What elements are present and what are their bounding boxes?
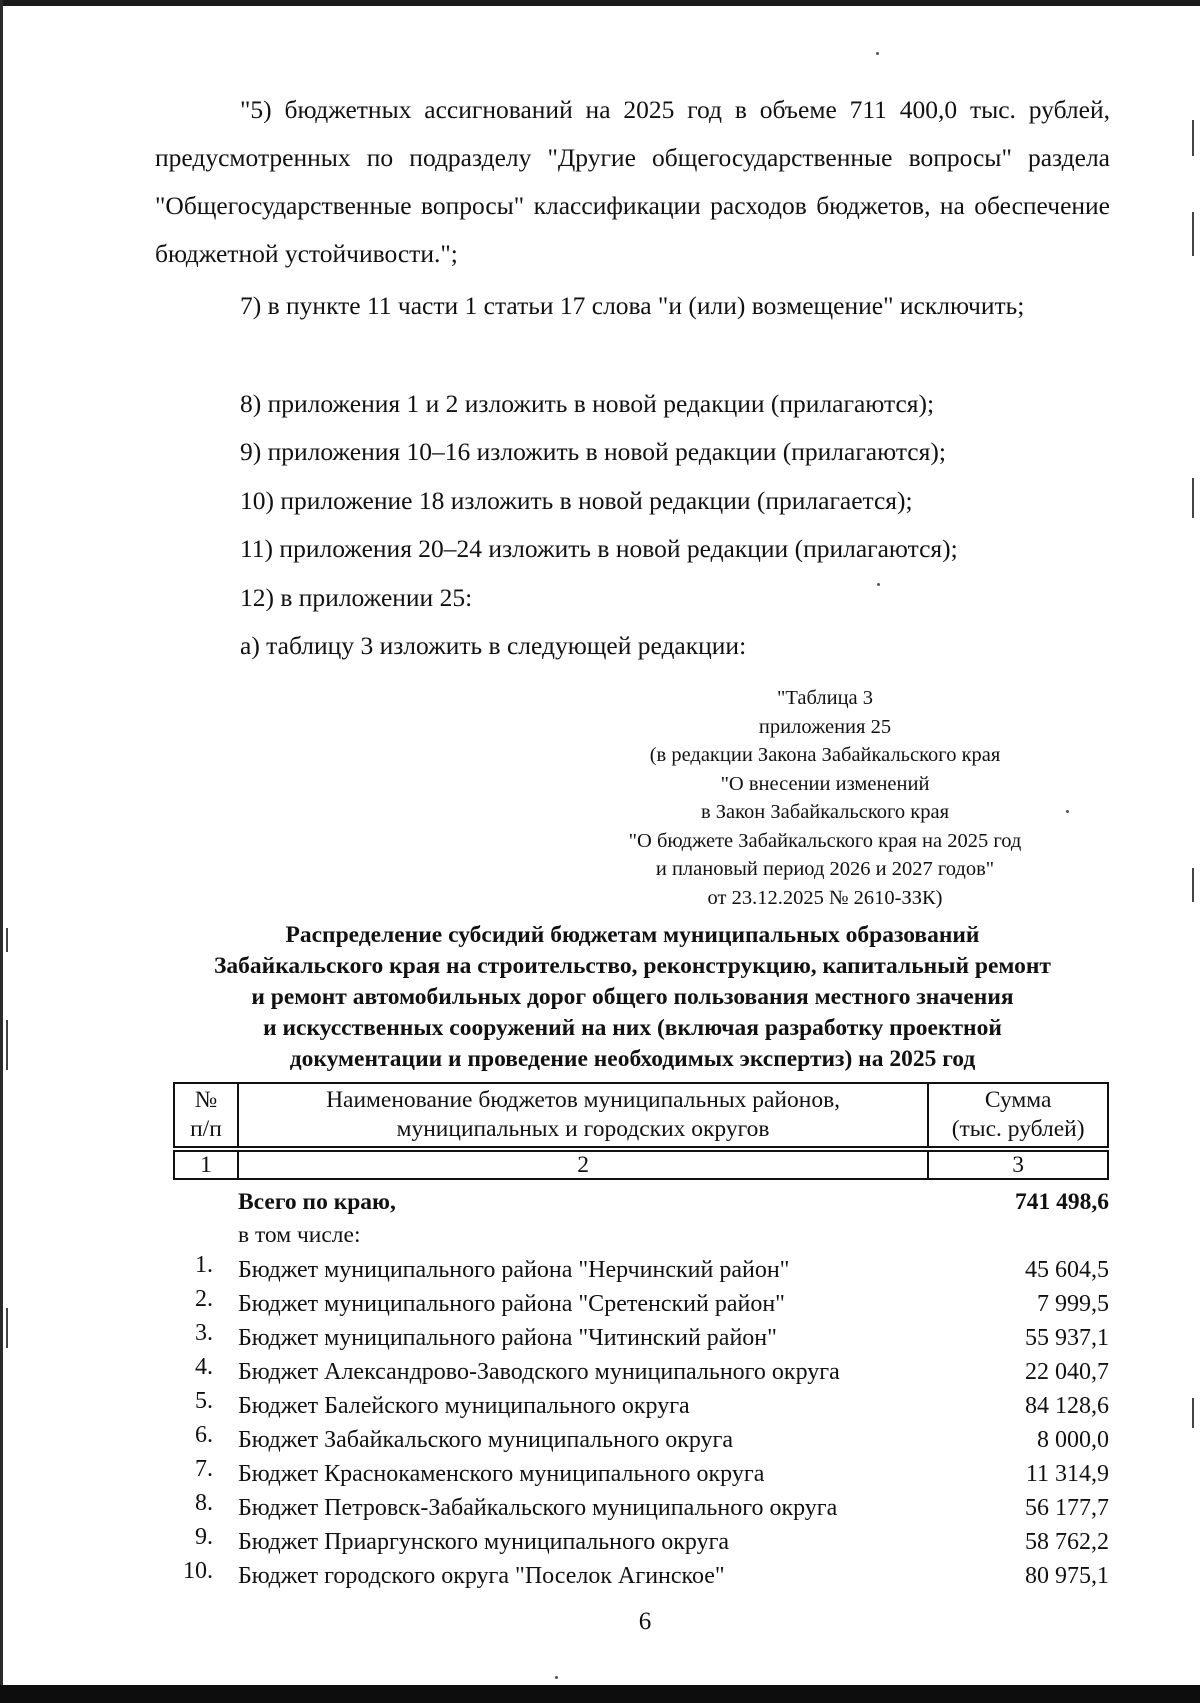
- row-amount: 80 975,1: [1025, 1563, 1109, 1589]
- scan-mark: [1192, 478, 1194, 518]
- column-header-number: [174, 1083, 238, 1147]
- scan-speck: [877, 583, 880, 586]
- column-header-text: муниципальных и городских округов: [396, 1116, 770, 1142]
- scan-mark: [1192, 212, 1194, 256]
- table-body: [173, 1253, 1109, 1593]
- row-name: Бюджет Краснокаменского муниципального округа: [238, 1461, 765, 1487]
- title-line: и искусственных сооружений на них (включая разработку проектной: [263, 1015, 1002, 1041]
- title-line: Распределение субсидий бюджетам муниципальных образований: [285, 922, 980, 948]
- row-number: 1.: [195, 1252, 213, 1278]
- scan-edge-bottom: [0, 1685, 1200, 1703]
- table-row: [173, 1389, 1109, 1423]
- total-label: Всего по краю,: [238, 1189, 396, 1215]
- paragraph-5: "5) бюджетных ассигнований на 2025 год в объеме 711 400,0 тыс. рублей, предусмотренных по подразделу "Другие общегосударственные вопросы" раздела "Общегосударственные вопросы" классификации расходов бюджетов, на обеспечение бюджетной устойчивости.";: [155, 95, 1110, 268]
- row-amount: 58 762,2: [1025, 1529, 1109, 1555]
- column-header-text: Сумма: [984, 1087, 1052, 1113]
- attribution-line: от 23.12.2025 № 2610-ЗЗК): [707, 886, 943, 909]
- attribution-line: и плановый период 2026 и 2027 годов": [655, 858, 995, 880]
- scan-mark: [6, 1020, 8, 1070]
- list-item: 9) приложения 10–16 изложить в новой редакции (прилагаются);: [240, 437, 946, 466]
- scan-edge-top: [0, 0, 1200, 6]
- attribution-line: "О внесении изменений: [720, 772, 930, 795]
- row-number: 10.: [183, 1558, 213, 1584]
- title-line: и ремонт автомобильных дорог общего пользования местного значения: [251, 984, 1014, 1010]
- attribution-line: "Таблица 3: [776, 687, 874, 709]
- table-row: [173, 1253, 1109, 1287]
- total-value: 741 498,6: [1015, 1189, 1109, 1215]
- scan-mark: [6, 1308, 8, 1348]
- table-attribution: [560, 684, 1090, 912]
- row-amount: 22 040,7: [1025, 1359, 1109, 1385]
- column-index: 3: [928, 1151, 1108, 1179]
- table-row: [173, 1355, 1109, 1389]
- table-row: [173, 1491, 1109, 1525]
- scan-mark: [1192, 1398, 1194, 1428]
- table-row: [173, 1287, 1109, 1321]
- row-name: Бюджет муниципального района "Читинский район": [238, 1325, 777, 1351]
- row-amount: 56 177,7: [1025, 1495, 1109, 1521]
- table-row: [173, 1423, 1109, 1457]
- row-name: Бюджет городского округа "Поселок Агинское": [238, 1563, 725, 1589]
- list-item: 12) в приложении 25:: [240, 583, 473, 612]
- table-header: [173, 1082, 1109, 1180]
- row-name: Бюджет муниципального района "Сретенский район": [238, 1291, 785, 1317]
- attribution-line: в Закон Забайкальского края: [700, 801, 950, 823]
- list-item: 11) приложения 20–24 изложить в новой редакции (прилагаются);: [240, 534, 958, 563]
- table-title: [155, 920, 1110, 1075]
- paragraph-7: 7) в пункте 11 части 1 статьи 17 слова "и (или) возмещение" исключить;: [240, 291, 1025, 320]
- column-index: 1: [174, 1151, 238, 1179]
- row-amount: 55 937,1: [1025, 1325, 1109, 1351]
- table-row: [173, 1321, 1109, 1355]
- list-item: 10) приложение 18 изложить в новой редакции (прилагается);: [240, 486, 913, 515]
- title-line: Забайкальского края на строительство, реконструкцию, капитальный ремонт: [214, 953, 1051, 979]
- row-name: Бюджет Александрово-Заводского муниципального округа: [238, 1359, 840, 1385]
- row-amount: 84 128,6: [1025, 1393, 1109, 1419]
- row-number: 5.: [195, 1388, 213, 1414]
- row-name: Бюджет Забайкальского муниципального округа: [238, 1427, 734, 1453]
- attribution-line: приложения 25: [758, 715, 892, 738]
- column-index: 2: [238, 1151, 928, 1179]
- column-header-text: №: [194, 1087, 218, 1113]
- attribution-line: (в редакции Закона Забайкальского края: [649, 744, 1001, 766]
- column-header-name: [238, 1083, 928, 1147]
- column-header-sum: [928, 1083, 1108, 1147]
- row-number: 4.: [195, 1354, 213, 1380]
- row-number: 3.: [195, 1320, 213, 1346]
- table-row: [173, 1457, 1109, 1491]
- row-name: Бюджет Приаргунского муниципального округа: [238, 1529, 730, 1555]
- column-header-text: п/п: [190, 1116, 222, 1142]
- row-number: 7.: [195, 1456, 213, 1482]
- row-name: Бюджет муниципального района "Нерчинский район": [238, 1257, 790, 1283]
- scan-edge-left: [0, 0, 3, 1703]
- column-header-text: (тыс. рублей): [951, 1116, 1085, 1142]
- row-amount: 8 000,0: [1037, 1427, 1109, 1453]
- row-number: 6.: [195, 1422, 213, 1448]
- scan-speck: [555, 1676, 558, 1679]
- scan-mark: [1192, 120, 1194, 156]
- scan-speck: [876, 52, 879, 55]
- list-item: 8) приложения 1 и 2 изложить в новой редакции (прилагаются);: [240, 389, 935, 418]
- table-row: [173, 1559, 1109, 1593]
- row-name: Бюджет Петровск-Забайкальского муниципального округа: [238, 1495, 838, 1521]
- row-amount: 7 999,5: [1037, 1291, 1109, 1317]
- row-number: 8.: [195, 1490, 213, 1516]
- attribution-line: "О бюджете Забайкальского края на 2025 год: [628, 829, 1022, 852]
- column-header-text: Наименование бюджетов муниципальных районов,: [326, 1087, 841, 1113]
- row-amount: 11 314,9: [1025, 1461, 1109, 1487]
- row-name: Бюджет Балейского муниципального округа: [238, 1393, 690, 1419]
- row-number: 2.: [195, 1286, 213, 1312]
- including-label: в том числе:: [238, 1222, 361, 1248]
- row-number: 9.: [195, 1524, 213, 1550]
- list-item: а) таблицу 3 изложить в следующей редакции:: [240, 631, 747, 660]
- scan-mark: [6, 928, 8, 952]
- scan-mark: [1192, 868, 1194, 902]
- table-row: [173, 1525, 1109, 1559]
- title-line: документации и проведение необходимых экспертиз) на 2025 год: [289, 1046, 976, 1072]
- row-amount: 45 604,5: [1025, 1257, 1109, 1283]
- page-number: 6: [638, 1608, 652, 1635]
